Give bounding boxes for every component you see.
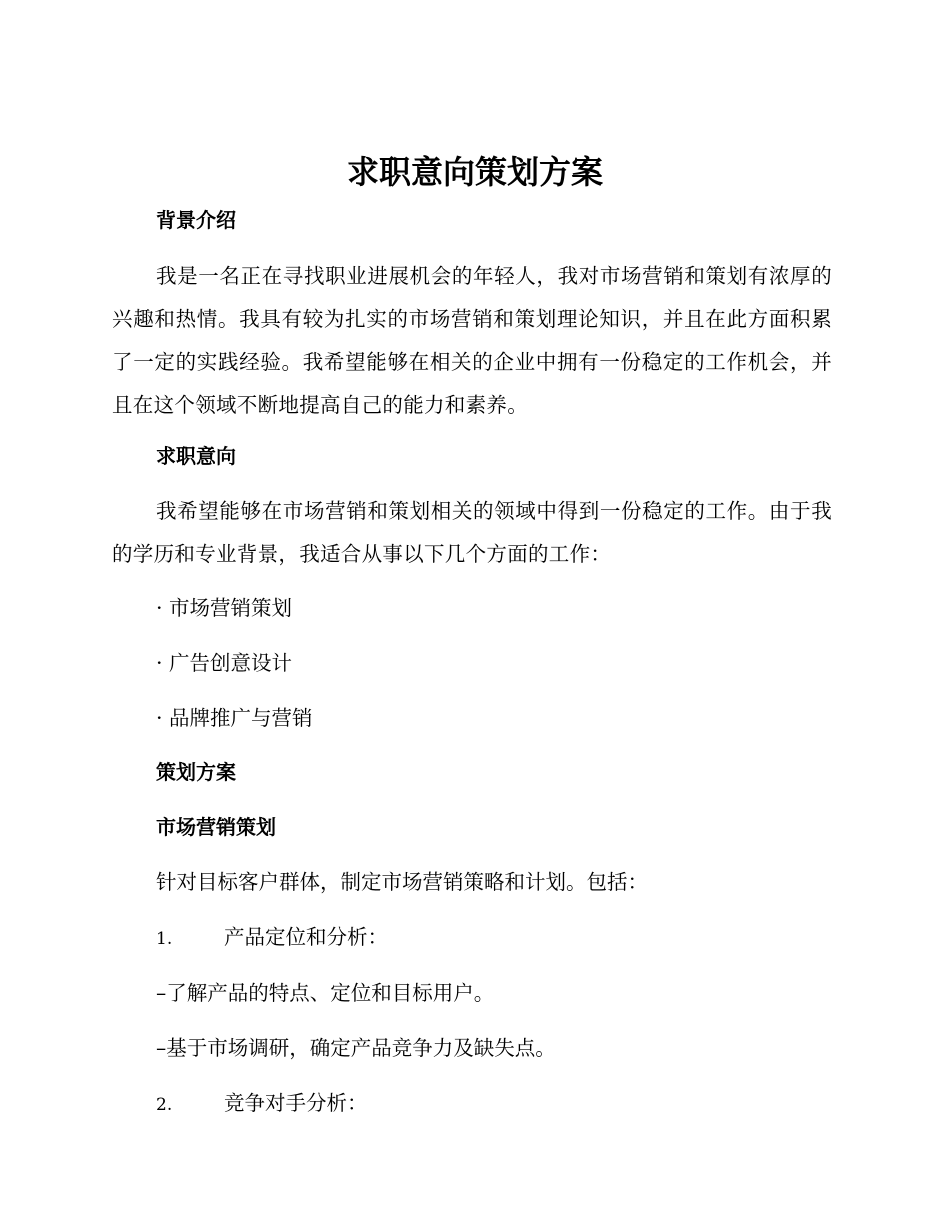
bullet-item-branding: · 品牌推广与营销 (156, 706, 313, 730)
section-heading-plan: 策划方案 (156, 760, 236, 784)
sub-item-market-research: –基于市场调研，确定产品竞争力及缺失点。 (156, 1036, 556, 1060)
document-title: 求职意向策划方案 (346, 153, 603, 191)
numbered-item-competitor-analysis (156, 1089, 368, 1119)
numbered-item-product-positioning (156, 923, 388, 953)
marketing-intro-text: 针对目标客户群体，制定市场营销策略和计划。包括： (156, 870, 648, 894)
section-heading-intent: 求职意向 (156, 444, 236, 468)
paragraph-background: 我是一名正在寻找职业进展机会的年轻人，我对市场营销和策划有浓厚的兴趣和热情。我具有较为扎实的市场营销和策划理论知识，并且在此方面积累了一定的实践经验。我希望能够在相关的企业中拥有一份稳定的工作机会，并且在这个领域不断地提高自己的能力和素养。 (112, 264, 832, 417)
subsection-heading-marketing: 市场营销策划 (156, 815, 276, 839)
item-label: 产品定位和分析： (224, 925, 388, 949)
bullet-item-advertising: · 广告创意设计 (156, 651, 293, 675)
section-heading-background: 背景介绍 (156, 208, 236, 232)
item-label: 竞争对手分析： (224, 1091, 368, 1115)
item-number: 1. (156, 929, 173, 949)
paragraph-intent: 我希望能够在市场营销和策划相关的领域中得到一份稳定的工作。由于我的学历和专业背景，我适合从事以下几个方面的工作： (112, 499, 832, 566)
bullet-item-marketing: · 市场营销策划 (156, 596, 293, 620)
sub-item-product-features: –了解产品的特点、定位和目标用户。 (156, 981, 495, 1005)
item-number: 2. (156, 1095, 173, 1115)
